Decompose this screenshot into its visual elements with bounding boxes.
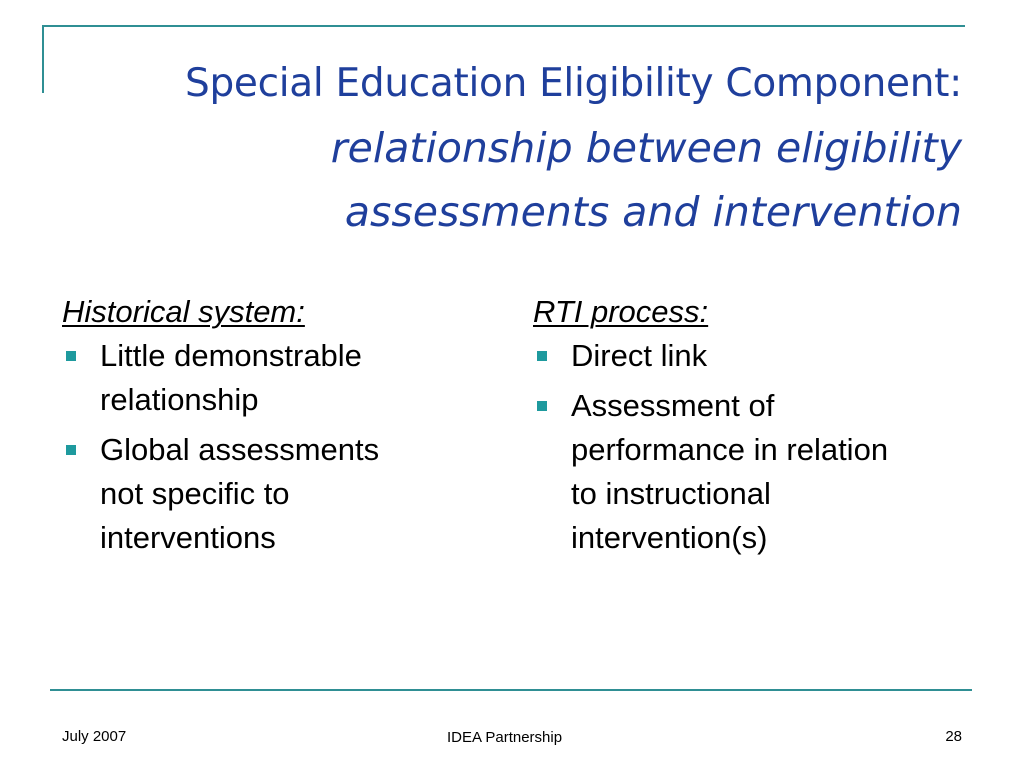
list-item-text: Little demonstrable	[100, 338, 362, 373]
top-divider	[42, 25, 965, 27]
list-item-text: Direct link	[571, 338, 708, 373]
list-item-text: not specific to	[100, 476, 290, 511]
footer-date: July 2007	[62, 728, 127, 745]
list-item-text: Assessment of	[571, 388, 775, 423]
square-bullet-icon	[66, 351, 76, 361]
square-bullet-icon	[66, 445, 76, 455]
title-main: Special Education Eligibility Component:	[185, 61, 962, 106]
slide-title	[82, 52, 962, 244]
list-item-text: performance in relation	[571, 432, 889, 467]
list-item-text: relationship	[100, 382, 259, 417]
rti-process-heading: RTI process:	[533, 294, 709, 329]
historical-system-column	[62, 290, 482, 566]
square-bullet-icon	[537, 351, 547, 361]
title-subtitle-line1: relationship between eligibility	[330, 124, 962, 172]
rti-process-column	[533, 290, 953, 566]
list-item-text: to instructional	[571, 476, 771, 511]
list-item	[62, 334, 482, 422]
footer-divider	[50, 689, 972, 691]
list-item-text: interventions	[100, 520, 276, 555]
list-item	[533, 334, 953, 378]
list-item-text: intervention(s)	[571, 520, 768, 555]
historical-system-heading: Historical system:	[62, 294, 305, 329]
square-bullet-icon	[537, 401, 547, 411]
historical-system-list	[62, 334, 482, 560]
rti-process-list	[533, 334, 953, 560]
page-number: 28	[945, 728, 962, 745]
title-subtitle-line2: assessments and intervention	[344, 188, 962, 236]
list-item	[62, 428, 482, 560]
left-divider	[42, 25, 44, 93]
list-item-text: Global assessments	[100, 432, 380, 467]
footer-organization: IDEA Partnership	[447, 729, 563, 746]
list-item	[533, 384, 953, 560]
